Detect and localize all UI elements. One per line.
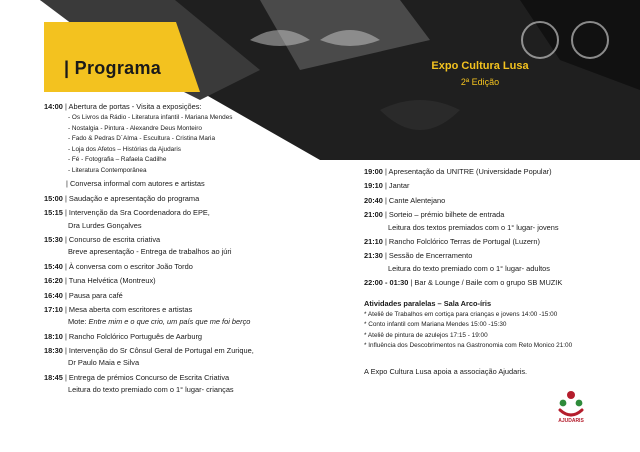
expo-title: Expo Cultura Lusa [431, 60, 529, 72]
schedule-row [364, 166, 572, 178]
schedule-row [44, 331, 254, 343]
time: 18:10 [44, 331, 63, 341]
event-detail: Leitura do texto premiado com o 1° lugar- adultos [388, 263, 550, 273]
ajudaris-logo-text: AJUDARIS [558, 418, 584, 424]
schedule-row [44, 261, 254, 273]
time: 18:30 [44, 346, 63, 356]
event: | Pausa para café [62, 290, 123, 300]
time: 19:10 [364, 181, 383, 191]
schedule-left-column [44, 101, 254, 397]
schedule-row [44, 304, 254, 316]
schedule-row [44, 193, 254, 205]
event: | Bar & Lounge / Baile com o grupo SB MUZIK [408, 278, 563, 288]
support-note: A Expo Cultura Lusa apoia a associação Ajudaris. [364, 366, 528, 376]
event-detail: Leitura dos textos premiados com o 1° lugar- jovens [388, 222, 559, 232]
activities-title: Atividades paralelas – Sala Arco-íris [364, 298, 492, 308]
page-title: | Programa [64, 58, 162, 78]
schedule-row [364, 236, 572, 248]
time: 17:10 [44, 304, 63, 314]
activity-item: * Conto infantil com Mariana Mendes 15:00 -15:30 [364, 321, 507, 329]
ajudaris-logo-icon [554, 386, 588, 420]
exhibition-item: - Literatura Contemporânea [68, 166, 147, 174]
schedule-row [364, 180, 572, 192]
time: 14:00 [44, 102, 63, 111]
schedule-row [44, 290, 254, 302]
event-detail: Dr Paulo Maia e Silva [68, 358, 140, 368]
schedule-right-column [364, 166, 572, 378]
time: 16:40 [44, 290, 63, 300]
time: 15:30 [44, 234, 63, 244]
event: | Rancho Folclórico Português de Aarburg [62, 331, 203, 341]
event: | Rancho Folclórico Terras de Portugal (Luzern) [382, 236, 540, 246]
event: | Sorteio – prémio bilhete de entrada [382, 210, 505, 220]
event: | Mesa aberta com escritores e artistas [62, 304, 193, 314]
time: 21:10 [364, 236, 383, 246]
schedule-row [44, 101, 254, 113]
event: | Intervenção da Sra Coordenadora do EPE, [62, 208, 210, 218]
schedule-row [364, 277, 572, 289]
schedule-row [44, 345, 254, 357]
exhibition-item: - Os Livros da Rádio - Literatura infantil - Mariana Mendes [68, 114, 233, 122]
event-detail: Mote: Entre mim e o que crio, um país que me foi berço [68, 317, 251, 327]
schedule-row [364, 250, 572, 262]
time: 21:00 [364, 210, 383, 220]
schedule-row [44, 372, 254, 384]
event: | Concurso de escrita criativa [62, 234, 161, 244]
schedule-row [364, 209, 572, 221]
event: | Saudação e apresentação do programa [62, 193, 200, 203]
event: | Sessão de Encerramento [382, 251, 473, 261]
event-detail: Dra Lurdes Gonçalves [68, 220, 142, 230]
time: 18:45 [44, 372, 63, 382]
time: 20:40 [364, 195, 383, 205]
time: 15:40 [44, 261, 63, 271]
time: 22:00 - 01:30 [364, 278, 409, 288]
schedule-row [44, 234, 254, 246]
event-detail: Leitura do texto premiado com o 1° lugar- crianças [68, 385, 234, 395]
exhibition-item: - Loja dos Afetos – Histórias da Ajudaris [68, 145, 181, 153]
schedule-row [44, 275, 254, 287]
exhibition-item: - Nostalgia - Pintura - Alexandre Deus Monteiro [68, 124, 202, 132]
event: | Intervenção do Sr Cônsul Geral de Portugal em Zurique, [62, 346, 254, 356]
event: | Tuna Helvética (Montreux) [62, 276, 156, 286]
event: | Jantar [382, 181, 410, 191]
event: | Abertura de portas - Visita a exposições: [62, 102, 202, 111]
time: 19:00 [364, 167, 383, 176]
schedule-row [364, 195, 572, 207]
exhibition-item: - Fado & Pedras D´Alma - Escultura - Cristina Maria [68, 135, 216, 143]
activity-item: * Ateliê de pintura de azulejos 17:15 - 19:00 [364, 331, 488, 339]
schedule-row [44, 207, 254, 219]
event: | Entrega de prémios Concurso de Escrita Criativa [62, 372, 230, 382]
time: 15:15 [44, 208, 63, 218]
time: 21:30 [364, 251, 383, 261]
event: | Conversa informal com autores e artistas [66, 179, 205, 189]
event-detail: Breve apresentação - Entrega de trabalhos ao júri [68, 247, 232, 257]
time: 15:00 [44, 193, 63, 203]
activity-item: * Ateliê de Trabalhos em cortiça para crianças e jovens 14:00 -15:00 [364, 310, 558, 318]
exhibition-item: - Fé - Fotografia – Rafaela Cadilhe [68, 156, 167, 164]
activity-item: * Influência dos Descobrimentos na Gastronomia com Reto Monico 21:00 [364, 342, 573, 350]
event: | Cante Alentejano [382, 195, 446, 205]
expo-edition: 2ª Edição [460, 77, 500, 87]
event: | Apresentação da UNITRE (Universidade Popular) [382, 167, 552, 176]
time: 16:20 [44, 276, 63, 286]
event: | À conversa com o escritor João Tordo [62, 261, 193, 271]
programa-yellow-box [44, 22, 200, 92]
